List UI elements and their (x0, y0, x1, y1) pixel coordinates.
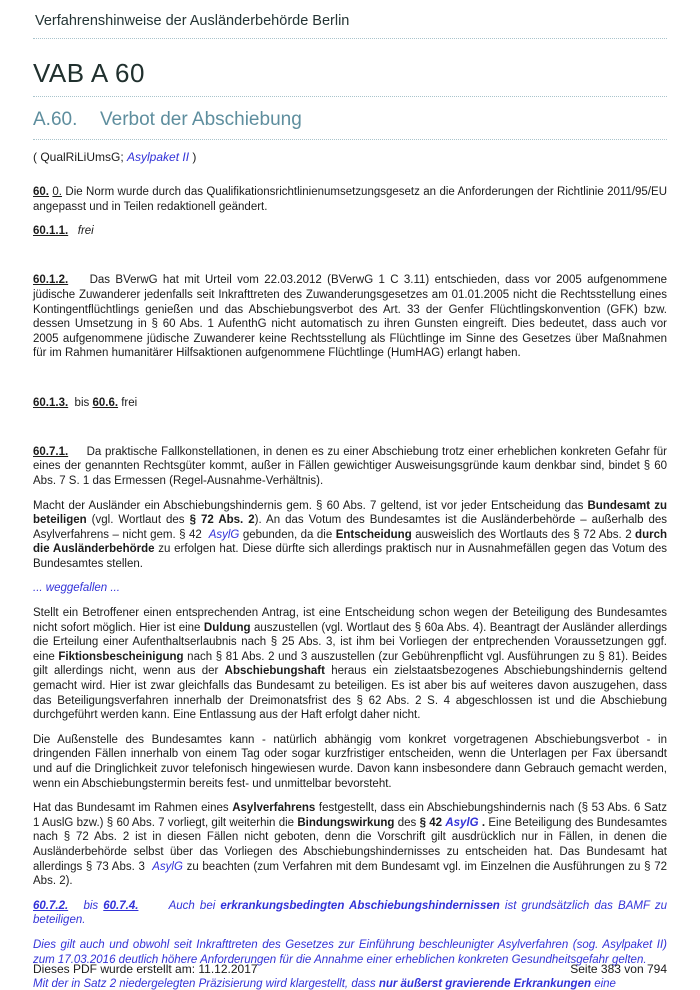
document-footer (33, 962, 667, 976)
text-segment: ... weggefallen ... (33, 582, 120, 595)
text-segment: des (394, 816, 420, 829)
law-tag-static: ( QualRiLiUmsG; (33, 150, 128, 164)
paragraph (33, 581, 667, 596)
text-segment: Duldung (203, 621, 251, 634)
document-header-title: Verfahrenshinweise der Ausländerbehörde Berlin (35, 13, 350, 29)
text-segment: Fiktionsbescheinigung (58, 650, 184, 663)
text-segment (68, 446, 86, 458)
paragraph (33, 224, 667, 239)
text-segment: festgestellt, dass ein Abschiebungshindernis nach (§ 53 Abs. 6 Satz 1 AuslG bzw.) § 60 Abs. 7 vorliegt, gilt weiterhin die (33, 802, 671, 829)
paragraph (33, 606, 671, 723)
blank-line (33, 249, 667, 264)
text-segment: (vgl. Wortlaut des (86, 514, 190, 527)
text-segment: zu beachten (zum Verfahren mit dem Bundesamt vgl. im Einzelnen die Ausführungen zu § 72 Abs. 2). (33, 860, 670, 888)
paragraph (33, 273, 671, 361)
text-segment: Mit der in Satz 2 niedergelegten Präzisierung wird klargestellt, dass (33, 978, 379, 990)
section-heading (33, 97, 667, 140)
document-body (33, 185, 671, 990)
text-segment: Entscheidung (335, 528, 412, 541)
text-segment: Eine Beteiligung des Bundesamtes nach § 72 Abs. 2 ist in diesen Fällen nicht geboten, denn die Vorschrift gilt ausdrücklich nur in Fällen, in denen die Ausländerbehörde selbst über das Vorliegen des Abschiebungshindernisses zu entscheiden hat. Das Bundesamt hat allerdings § 73 Abs. 3 (33, 816, 671, 873)
text-segment: § 42 (419, 816, 446, 829)
paragraph (33, 396, 667, 411)
text-segment: Dies gilt auch und obwohl seit Inkrafttreten des Gesetzes zur Einführung beschleunigter Asylverfahren (sog. Asylpaket II) zum 17.03.2016 deutlich höhere Anforderungen für die Annahme einer erheblichen konkreten Gesundheitsgefahr gelten. (33, 938, 671, 966)
text-segment: Bindungswirkung (297, 816, 395, 829)
text-segment: nach § 81 Abs. 2 und 3 auszustellen (zur Gebührenpflicht vgl. Ausführungen zu § 81). Beides gilt allerdings nicht, wenn aus der (33, 650, 671, 678)
text-segment: ). An das Votum des Bundesamtes ist die Ausländerbehörde – außerhalb des Asylverfahrens – nicht gem. § 42 (33, 514, 670, 541)
footer-page-number: Seite 383 von 794 (570, 962, 667, 976)
text-segment: 60.7.4. (103, 899, 139, 912)
text-segment: bis (68, 396, 93, 409)
blank-line (33, 420, 667, 435)
text-segment: Hat das Bundesamt im Rahmen eines (33, 802, 233, 815)
inline-link[interactable]: AsylG (152, 860, 183, 873)
text-segment: 60.1.1. (33, 225, 69, 238)
text-segment: 60.7.1. (33, 445, 69, 458)
section-title: Verbot der Abschiebung (100, 109, 302, 130)
law-tag-link[interactable]: Asylpaket II (127, 150, 190, 164)
text-segment: nur äußerst gravierende Erkrankungen (378, 978, 591, 990)
text-segment: 60.6. (92, 396, 119, 409)
text-segment: Abschiebungshaft (224, 665, 325, 678)
text-segment: ist grundsätzlich das BAMF zu beteiligen. (33, 899, 671, 927)
text-segment: heraus ein zielstaatsbezogenes Abschiebungshindernis geltend gemacht wird. Hier ist zwar gleichfalls das Bundesamt zu beteiligen. Es ist aber bis auf weiteres davon auszugehen, dass das Beteiligungsverfahren innerhalb der Dreimonatsfrist des § 62 Abs. 2 S. 4 abgeschlossen ist und die Abschiebung durchgeführt werden kann. Eine Entlassung aus der Haft erfolgt daher nicht. (33, 665, 671, 722)
text-segment (68, 274, 89, 286)
law-tag-close: ) (189, 150, 197, 164)
paragraph (33, 801, 671, 889)
text-segment: bis (68, 899, 104, 912)
paragraph (33, 499, 671, 572)
text-segment: . (478, 816, 486, 829)
paragraph (33, 977, 667, 990)
text-segment (68, 225, 78, 237)
text-segment: ausweislich des Wortlauts des § 72 Abs. 2 (411, 528, 636, 541)
text-segment: 60.7.2. (33, 899, 69, 912)
text-segment: Die Norm wurde durch das Qualifikationsrichtlinienumsetzungsgesetz an die Anforderungen der Richtlinie 2011/95/EU angepasst und in Teilen redaktionell geändert. (33, 186, 671, 213)
text-segment: gebunden, da die (239, 528, 336, 541)
text-segment: 60.1.2. (33, 274, 69, 287)
footer-created-date: Dieses PDF wurde erstellt am: 11.12.2017 (33, 962, 258, 976)
text-segment: erkrankungsbedingten Abschiebungshindernissen (220, 899, 500, 912)
text-segment: Auch bei (168, 899, 221, 912)
text-segment: eine (591, 978, 616, 990)
text-segment: auszustellen (vgl. Wortlaut des § 60a Abs. 4). Beantragt der Ausländer allerdings die Erteilung einer Aufenthaltserlaubnis nach § 25 Abs. 3, ist ihm bei Vorliegen der entprechenden Voraussetzungen ggf. eine (33, 621, 671, 663)
text-segment: Macht der Ausländer ein Abschiebungshindernis gem. § 60 Abs. 7 geltend, ist vor jeder Entscheidung das (33, 499, 588, 512)
text-segment: zu erfolgen hat. Diese dürfte sich allerdings praktisch nur in Ausnahmefällen gegen das Votum des Bundesamtes stellen. (33, 543, 671, 570)
text-segment: Das BVerwG hat mit Urteil vom 22.03.2012 (BVerwG 1 C 3.11) entschieden, dass vor 2005 aufgenommene jüdische Zuwanderer jedenfalls seit Inkrafttreten des Zuwanderungsgesetzes am 01.01.2005 nicht die Rechtsstellung eines Kontingentflüchtlings genießen und das Abschiebungsverbot des Art. 33 der Genfer Flüchtlingskonvention (GFK) bzw. dessen Umsetzung in § 60 Abs. 1 AufenthG nicht automatisch zu ihren Gunsten eingreift. Dies bedeutet, dass auch vor 2005 aufgenommene jüdische Zuwanderer keine Rechtsstellung als Flüchtlinge im Sinne des Gesetzes über Maßnahmen für im Rahmen humanitärer Hilfsaktionen aufgenommene Flüchtlinge (HumHAG) erlangt haben. (33, 274, 671, 360)
document-code-title: VAB A 60 (33, 39, 667, 97)
text-segment: frei (118, 396, 138, 409)
text-segment: 60. (33, 186, 49, 198)
text-segment (138, 900, 168, 912)
document-header (33, 10, 667, 39)
text-segment: Asylverfahrens (232, 802, 316, 815)
text-segment: durch die Ausländerbehörde (33, 528, 671, 556)
text-segment: Die Außenstelle des Bundesamtes kann - natürlich abhängig vom konkret vorgetragenen Abschiebungsverbot - in dringenden Fällen innerhalb von einem Tag oder sogar kurzfristiger entscheiden, wenn die Unterlagen per Fax übersandt und auf die Dringlichkeit zuvor telefonisch hingewiesen wurde. Davon kann insbesondere dann Gebrauch gemacht werden, wenn ein Abschiebungstermin bereits fest- und unmittelbar bevorsteht. (33, 733, 671, 790)
text-segment: Bundesamt zu beteiligen (33, 499, 671, 527)
paragraph (33, 899, 671, 928)
paragraph (33, 733, 671, 791)
inline-link[interactable]: AsylG (445, 816, 479, 829)
text-segment: frei (77, 225, 94, 238)
text-segment: § 72 Abs. 2 (189, 514, 255, 527)
paragraph (33, 445, 671, 489)
paragraph (33, 185, 671, 214)
text-segment: 0. (52, 186, 62, 198)
law-tags-line (33, 150, 667, 164)
text-segment: Stellt ein Betroffener einen entsprechenden Antrag, ist eine Entscheidung schon wegen der Beteiligung des Bundesamtes nicht sofort möglich. Hier ist eine (33, 607, 671, 634)
text-segment: Da praktische Fallkonstellationen, in denen es zu einer Abschiebung trotz einer erheblichen konkreten Gefahr für eines der genannten Rechtsgüter kommt, außer in Fällen gewichtiger Ausweisungsgründe kaum denkbar sind, bindet § 60 Abs. 7 S. 1 das Ermessen (Regel-Ausnahme-Verhältnis). (33, 445, 671, 487)
inline-link[interactable]: AsylG (208, 528, 240, 541)
section-number: A.60. (33, 109, 78, 130)
text-segment: 60.1.3. (33, 396, 69, 409)
blank-line (33, 371, 667, 386)
